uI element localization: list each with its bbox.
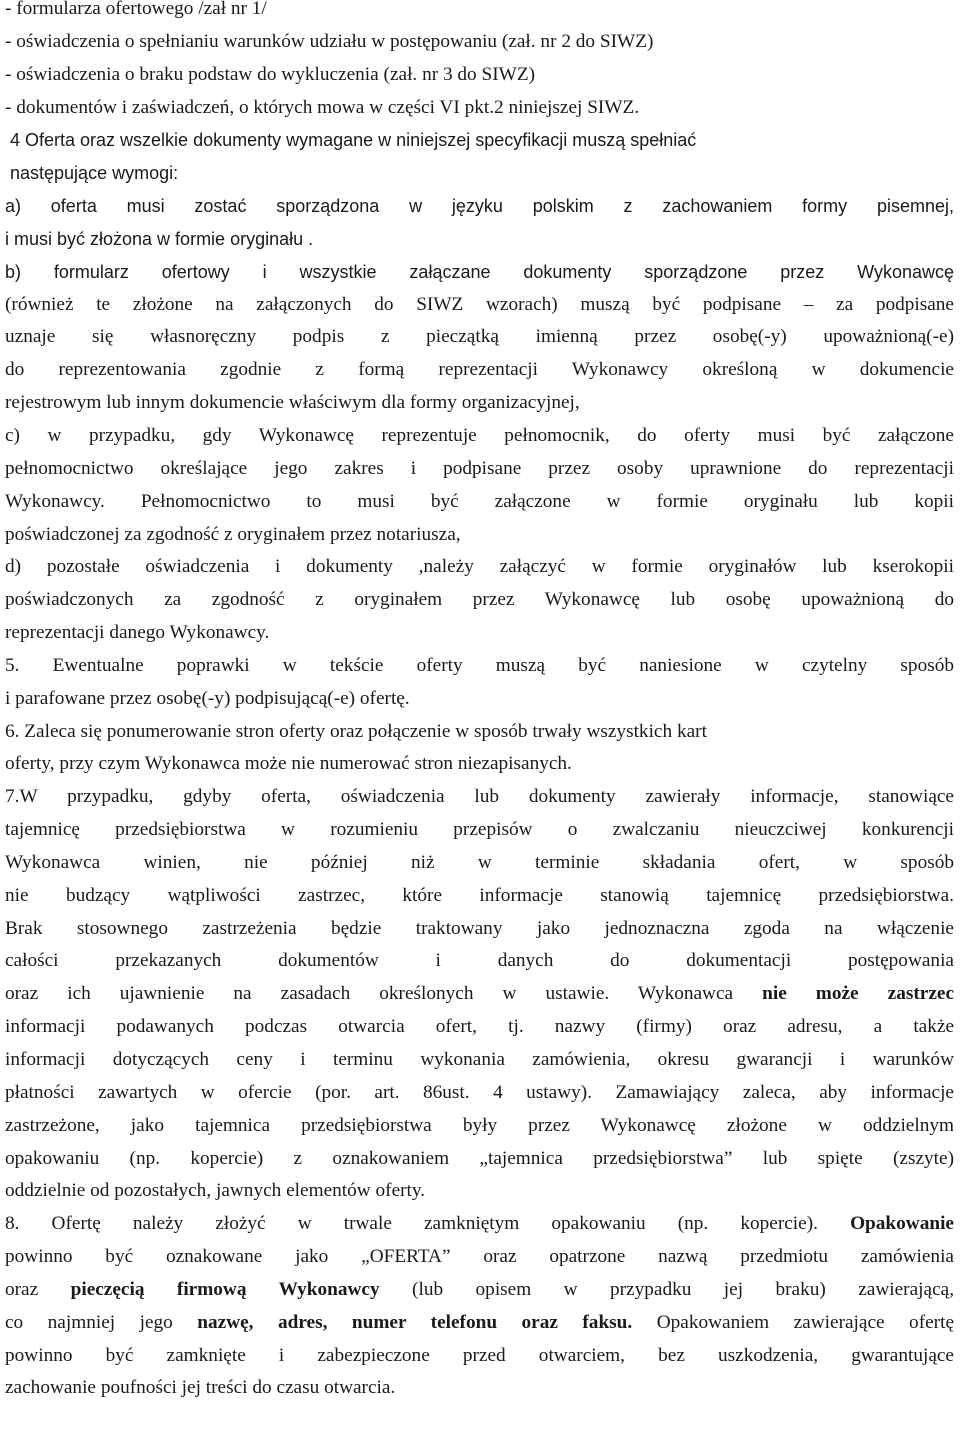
- text-line: rejestrowym lub innym dokumencie właściwym dla formy organizacyjnej,: [5, 392, 580, 414]
- text-line: i musi być złożona w formie oryginału .: [5, 228, 314, 249]
- bold-text: nazwę, adres, numer telefonu oraz faksu.: [197, 1311, 633, 1333]
- text-line: informacji dotyczących ceny i terminu wykonania zamówienia, okresu gwarancji i warunków: [5, 1049, 954, 1070]
- text-line: oferty, przy czym Wykonawca może nie numerować stron niezapisanych.: [5, 753, 572, 775]
- text-line: [5, 978, 954, 1011]
- text-line: poświadczonych za zgodność z oryginałem przez Wykonawcę lub osobę upoważnioną do: [5, 589, 954, 611]
- text-line: zachowanie poufności jej treści do czasu otwarcia.: [5, 1377, 396, 1399]
- text-line: powinno być oznakowane jako „OFERTA” oraz opatrzone nazwą przedmiotu zamówienia: [5, 1246, 954, 1268]
- text-run: oraz: [5, 1278, 71, 1300]
- text-line: 4 Oferta oraz wszelkie dokumenty wymagane w niniejszej specyfikacji muszą spełniać: [10, 130, 697, 151]
- text-line: [5, 1274, 954, 1307]
- text-run: oraz ich ujawnienie na zasadach określonych w ustawie. Wykonawca: [5, 983, 763, 1005]
- text-run: co najmniej jego: [5, 1311, 198, 1333]
- text-line: - oświadczenia o braku podstaw do wykluczenia (zał. nr 3 do SIWZ): [5, 63, 536, 85]
- text-line: płatności zawartych w ofercie (por. art. 86ust. 4 ustawy). Zamawiający zaleca, aby informacje: [5, 1081, 954, 1103]
- text-line: pełnomocnictwo określające jego zakres i podpisane przez osoby uprawnione do reprezentacji: [5, 457, 954, 479]
- text-line: poświadczonej za zgodność z oryginałem przez notariusza,: [5, 523, 461, 545]
- text-line: zastrzeżone, jako tajemnica przedsiębiorstwa były przez Wykonawcę złożone w oddzielnym: [5, 1114, 954, 1136]
- text-line: 7.W przypadku, gdyby oferta, oświadczenia lub dokumenty zawierały informacje, stanowiące: [5, 786, 954, 808]
- text-line: [5, 1208, 954, 1241]
- text-line: tajemnicę przedsiębiorstwa w rozumieniu przepisów o zwalczaniu nieuczciwej konkurencji: [5, 819, 954, 841]
- text-line: uznaje się własnoręczny podpis z pieczątką imienną przez osobę(-y) upoważnioną(-e): [5, 326, 954, 348]
- text-line: - dokumentów i zaświadczeń, o których mowa w części VI pkt.2 niniejszej SIWZ.: [5, 96, 640, 118]
- text-line: d) pozostałe oświadczenia i dokumenty ,należy załączyć w formie oryginałów lub kserokopii: [5, 556, 954, 578]
- text-line: nie budzący wątpliwości zastrzec, które informacje stanowią tajemnicę przedsiębiorstwa.: [5, 884, 954, 906]
- text-line: informacji podawanych podczas otwarcia ofert, tj. nazwy (firmy) oraz adresu, a także: [5, 1016, 954, 1038]
- text-line: reprezentacji danego Wykonawcy.: [5, 622, 270, 644]
- text-line: oddzielnie od pozostałych, jawnych elementów oferty.: [5, 1180, 426, 1202]
- text-line: całości przekazanych dokumentów i danych do dokumentacji postępowania: [5, 950, 954, 972]
- text-line: b) formularz ofertowy i wszystkie załączane dokumenty sporządzone przez Wykonawcę: [5, 261, 954, 282]
- text-line: powinno być zamknięte i zabezpieczone przed otwarciem, bez uszkodzenia, gwarantujące: [5, 1344, 954, 1366]
- text-line: Brak stosownego zastrzeżenia będzie traktowany jako jednoznaczna zgoda na włączenie: [5, 917, 954, 939]
- text-line: c) w przypadku, gdy Wykonawcę reprezentuje pełnomocnik, do oferty musi być załączone: [5, 424, 954, 446]
- bold-text: Opakowanie: [850, 1213, 954, 1235]
- text-line: 5. Ewentualne poprawki w tekście oferty muszą być naniesione w czytelny sposób: [5, 654, 954, 676]
- text-line: (również te złożone na załączonych do SIWZ wzorach) muszą być podpisane – za podpisane: [5, 293, 954, 315]
- text-line: 6. Zaleca się ponumerowanie stron oferty oraz połączenie w sposób trwały wszystkich kart: [5, 720, 707, 742]
- text-line: - formularza ofertowego /zał nr 1/: [5, 0, 267, 19]
- text-line: Wykonawcy. Pełnomocnictwo to musi być załączone w formie oryginału lub kopii: [5, 490, 954, 512]
- text-line: opakowaniu (np. kopercie) z oznakowaniem „tajemnica przedsiębiorstwa” lub spięte (zszyte): [5, 1147, 954, 1169]
- text-run: 8. Ofertę należy złożyć w trwale zamkniętym opakowaniu (np. kopercie).: [5, 1213, 851, 1235]
- text-line: [5, 1307, 954, 1340]
- text-line: - oświadczenia o spełnianiu warunków udziału w postępowaniu (zał. nr 2 do SIWZ): [5, 30, 654, 52]
- text-line: następujące wymogi:: [10, 163, 179, 184]
- bold-text: nie może zastrzec: [762, 983, 954, 1005]
- text-run: Opakowaniem zawierające ofertę: [632, 1311, 955, 1333]
- text-line: Wykonawca winien, nie później niż w terminie składania ofert, w sposób: [5, 851, 954, 873]
- text-line: i parafowane przez osobę(-y) podpisującą(-e) ofertę.: [5, 687, 410, 709]
- bold-text: pieczęcią firmową Wykonawcy: [70, 1278, 380, 1300]
- text-run: (lub opisem w przypadku jej braku) zawierającą,: [379, 1278, 955, 1300]
- text-line: do reprezentowania zgodnie z formą reprezentacji Wykonawcy określoną w dokumencie: [5, 359, 954, 381]
- text-line: a) oferta musi zostać sporządzona w języku polskim z zachowaniem formy pisemnej,: [5, 196, 954, 217]
